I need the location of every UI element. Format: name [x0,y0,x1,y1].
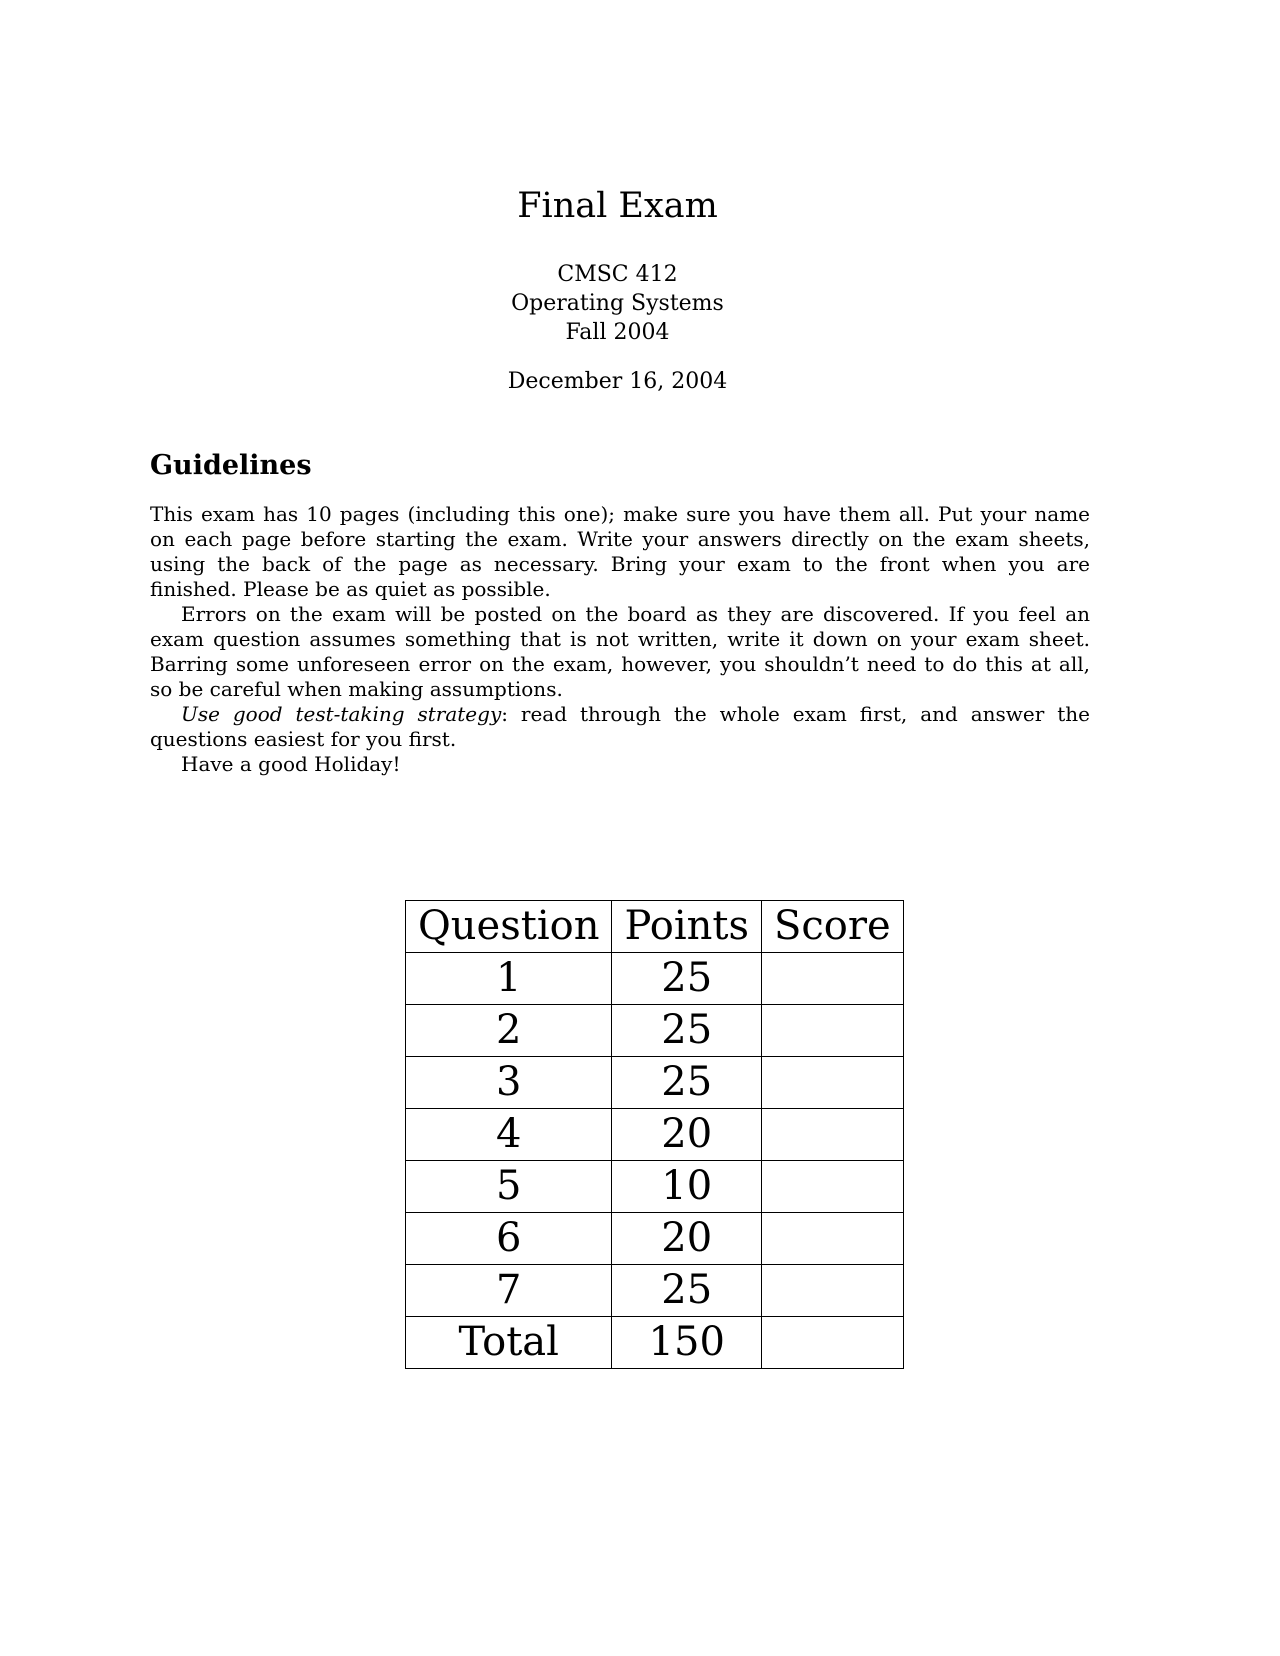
points-cell: 25 [612,953,762,1005]
score-cell[interactable] [762,953,904,1005]
points-cell: 25 [612,1265,762,1317]
question-cell: 6 [406,1213,612,1265]
table-row [406,1161,904,1213]
guidelines-paragraph-2: Errors on the exam will be posted on the board as they are discovered. If you feel an exam question assumes something that is not written, write it down on your exam sheet. Barring some unforeseen error on the exam, however, you shouldn’t need to do this at all, so be careful when making assumptions. [150,602,1090,701]
course-code: CMSC 412 [557,262,678,287]
course-subject: Operating Systems [511,291,724,316]
total-label-cell: Total [406,1317,612,1369]
guidelines-paragraph-1: This exam has 10 pages (including this one); make sure you have them all. Put your name on each page before starting the exam. Write your answers directly on the exam sheets, using the back of the page as necessary. Bring your exam to the front when you are finished. Please be as quiet as possible. [150,502,1090,601]
points-cell: 10 [612,1161,762,1213]
course-term: Fall 2004 [565,320,670,345]
score-cell[interactable] [762,1005,904,1057]
score-table [405,900,904,1369]
question-cell: 2 [406,1005,612,1057]
table-row [406,1057,904,1109]
question-cell: 5 [406,1161,612,1213]
guidelines-heading: Guidelines [150,450,312,481]
question-cell: 4 [406,1109,612,1161]
table-row [406,1005,904,1057]
exam-date: December 16, 2004 [507,369,728,394]
score-cell[interactable] [762,1265,904,1317]
table-row [406,953,904,1005]
table-row [406,1265,904,1317]
table-row [406,1109,904,1161]
points-cell: 25 [612,1057,762,1109]
total-score-cell[interactable] [762,1317,904,1369]
score-cell[interactable] [762,1213,904,1265]
table-row [406,1213,904,1265]
question-cell: 7 [406,1265,612,1317]
total-points-cell: 150 [612,1317,762,1369]
score-cell[interactable] [762,1161,904,1213]
total-row [406,1317,904,1369]
guidelines-paragraph-4: Have a good Holiday! [181,752,401,776]
score-cell[interactable] [762,1109,904,1161]
score-cell[interactable] [762,1057,904,1109]
exam-title: Final Exam [517,186,718,226]
points-cell: 20 [612,1109,762,1161]
guidelines-body [150,502,1090,777]
guidelines-paragraph-3 [150,702,1090,752]
points-cell: 20 [612,1213,762,1265]
strategy-emphasis: Use good test-taking strategy [181,702,502,726]
question-cell: 1 [406,953,612,1005]
strategy-text: : read through the whole exam first, and answer the questions easiest for you first. [150,702,1090,751]
header-score: Score [762,901,904,953]
question-cell: 3 [406,1057,612,1109]
header-points: Points [612,901,762,953]
header-question: Question [406,901,612,953]
score-table-header-row [406,901,904,953]
points-cell: 25 [612,1005,762,1057]
